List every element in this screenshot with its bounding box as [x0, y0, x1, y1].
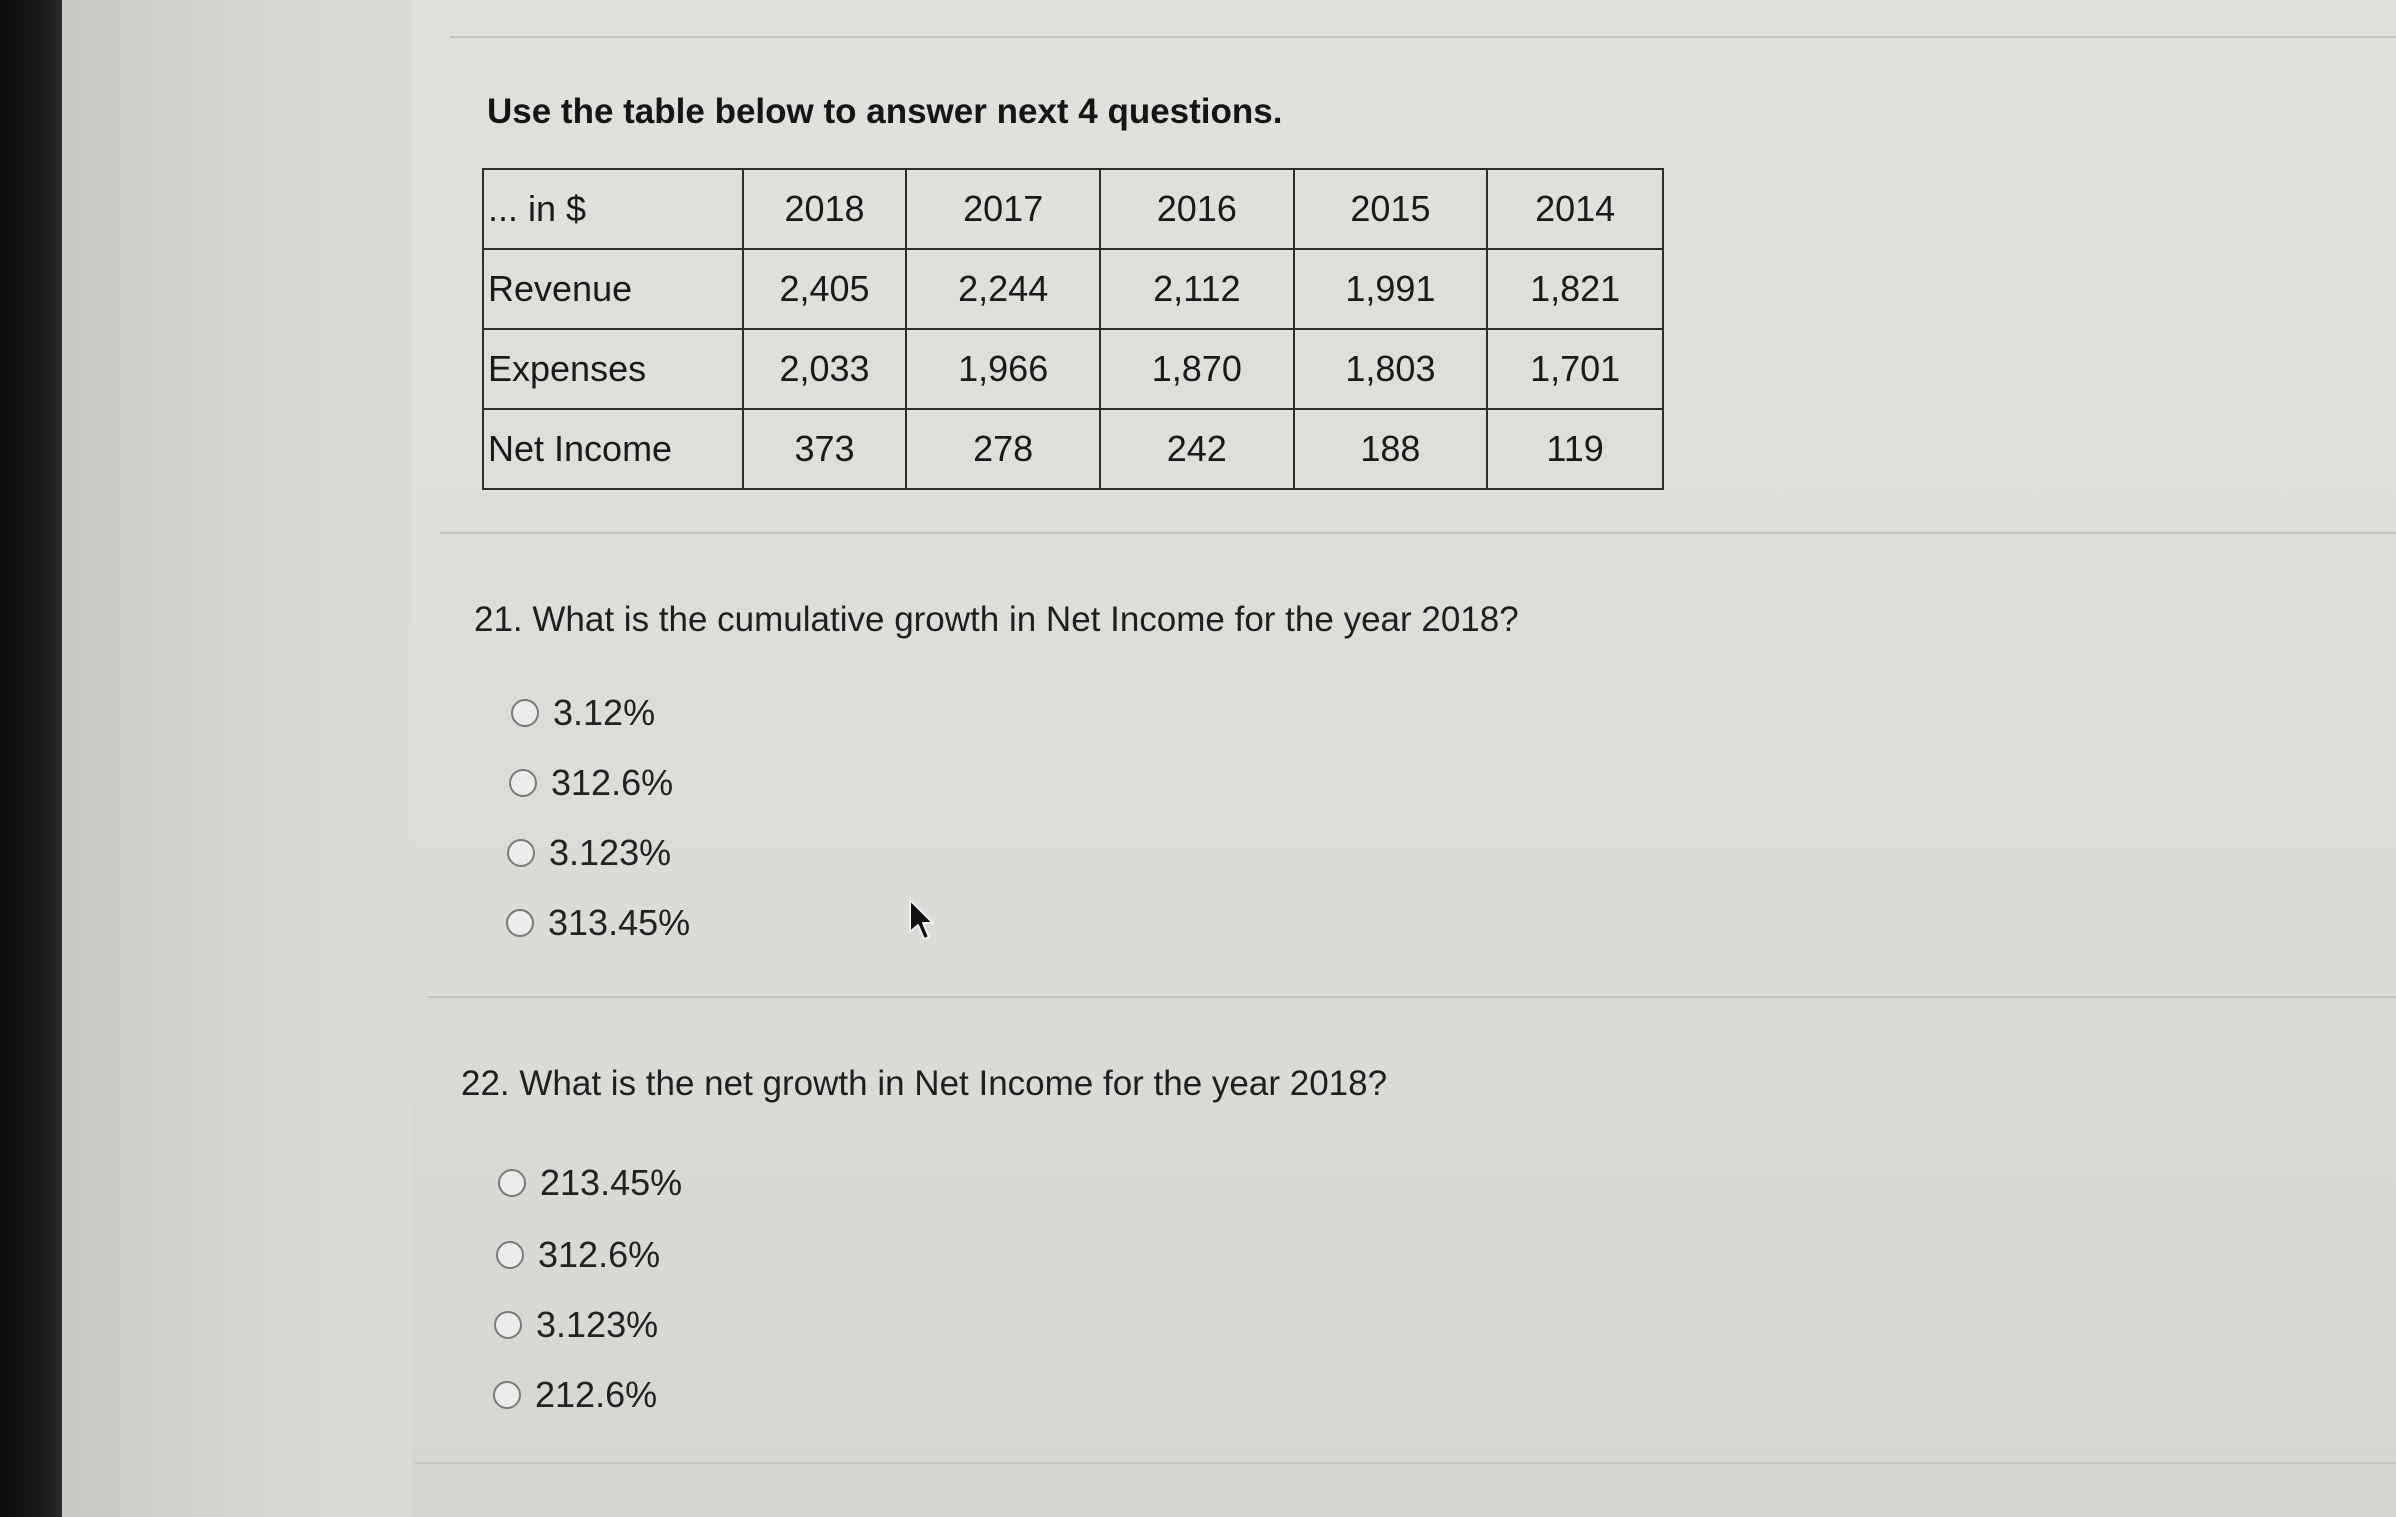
table-cell: 1,803: [1294, 329, 1488, 409]
table-row: [483, 329, 1663, 409]
radio-button-icon[interactable]: [509, 769, 537, 797]
q22-option-2[interactable]: [496, 1234, 660, 1276]
table-header-cell: 2017: [906, 169, 1100, 249]
table-cell: 1,991: [1294, 249, 1488, 329]
table-cell: 188: [1294, 409, 1488, 489]
option-label: 3.12%: [553, 692, 656, 733]
q21-option-4[interactable]: [506, 902, 690, 944]
table-cell: 1,870: [1100, 329, 1294, 409]
radio-button-icon[interactable]: [507, 839, 535, 867]
question-21-text: 21. What is the cumulative growth in Net Income for the year 2018?: [474, 600, 1519, 639]
mouse-pointer-icon: [908, 898, 936, 942]
option-label: 212.6%: [535, 1374, 658, 1415]
q22-option-1[interactable]: [498, 1162, 682, 1204]
table-cell: 2,033: [743, 329, 907, 409]
row-label: Expenses: [483, 329, 743, 409]
divider-after-q21: [428, 996, 2396, 998]
table-cell: 1,701: [1487, 329, 1663, 409]
option-label: 312.6%: [538, 1234, 661, 1275]
table-header-cell: 2016: [1100, 169, 1294, 249]
table-header-cell: 2014: [1487, 169, 1663, 249]
financial-table: [482, 168, 1664, 490]
instruction-heading: Use the table below to answer next 4 questions.: [487, 92, 1283, 131]
table-cell: 373: [743, 409, 907, 489]
table-cell: 242: [1100, 409, 1294, 489]
radio-button-icon[interactable]: [494, 1311, 522, 1339]
option-label: 3.123%: [549, 832, 672, 873]
q21-option-3[interactable]: [507, 832, 671, 874]
option-label: 3.123%: [536, 1304, 659, 1345]
option-label: 313.45%: [548, 902, 691, 943]
table-cell: 2,405: [743, 249, 907, 329]
table-header-cell: 2015: [1294, 169, 1488, 249]
radio-button-icon[interactable]: [506, 909, 534, 937]
q21-option-2[interactable]: [509, 762, 673, 804]
q22-option-3[interactable]: [494, 1304, 658, 1346]
row-label: Net Income: [483, 409, 743, 489]
table-cell: 2,244: [906, 249, 1100, 329]
table-cell: 1,821: [1487, 249, 1663, 329]
left-margin-panel: [62, 0, 412, 1517]
table-header-row: [483, 169, 1663, 249]
table-cell: 2,112: [1100, 249, 1294, 329]
question-22-text: 22. What is the net growth in Net Income for the year 2018?: [461, 1064, 1388, 1103]
radio-button-icon[interactable]: [496, 1241, 524, 1269]
table-cell: 119: [1487, 409, 1663, 489]
table-header-cell: 2018: [743, 169, 907, 249]
table-header-cell: ... in $: [483, 169, 743, 249]
divider-after-q22: [415, 1462, 2396, 1464]
option-label: 312.6%: [551, 762, 674, 803]
q22-option-4[interactable]: [493, 1374, 657, 1416]
table-cell: 1,966: [906, 329, 1100, 409]
divider-after-table: [440, 532, 2396, 534]
table-cell: 278: [906, 409, 1100, 489]
row-label: Revenue: [483, 249, 743, 329]
option-label: 213.45%: [540, 1162, 683, 1203]
table-row: [483, 409, 1663, 489]
divider-top: [450, 36, 2396, 38]
screen-bezel: [0, 0, 62, 1517]
radio-button-icon[interactable]: [511, 699, 539, 727]
q21-option-1[interactable]: [511, 692, 655, 734]
radio-button-icon[interactable]: [493, 1381, 521, 1409]
table-row: [483, 249, 1663, 329]
radio-button-icon[interactable]: [498, 1169, 526, 1197]
